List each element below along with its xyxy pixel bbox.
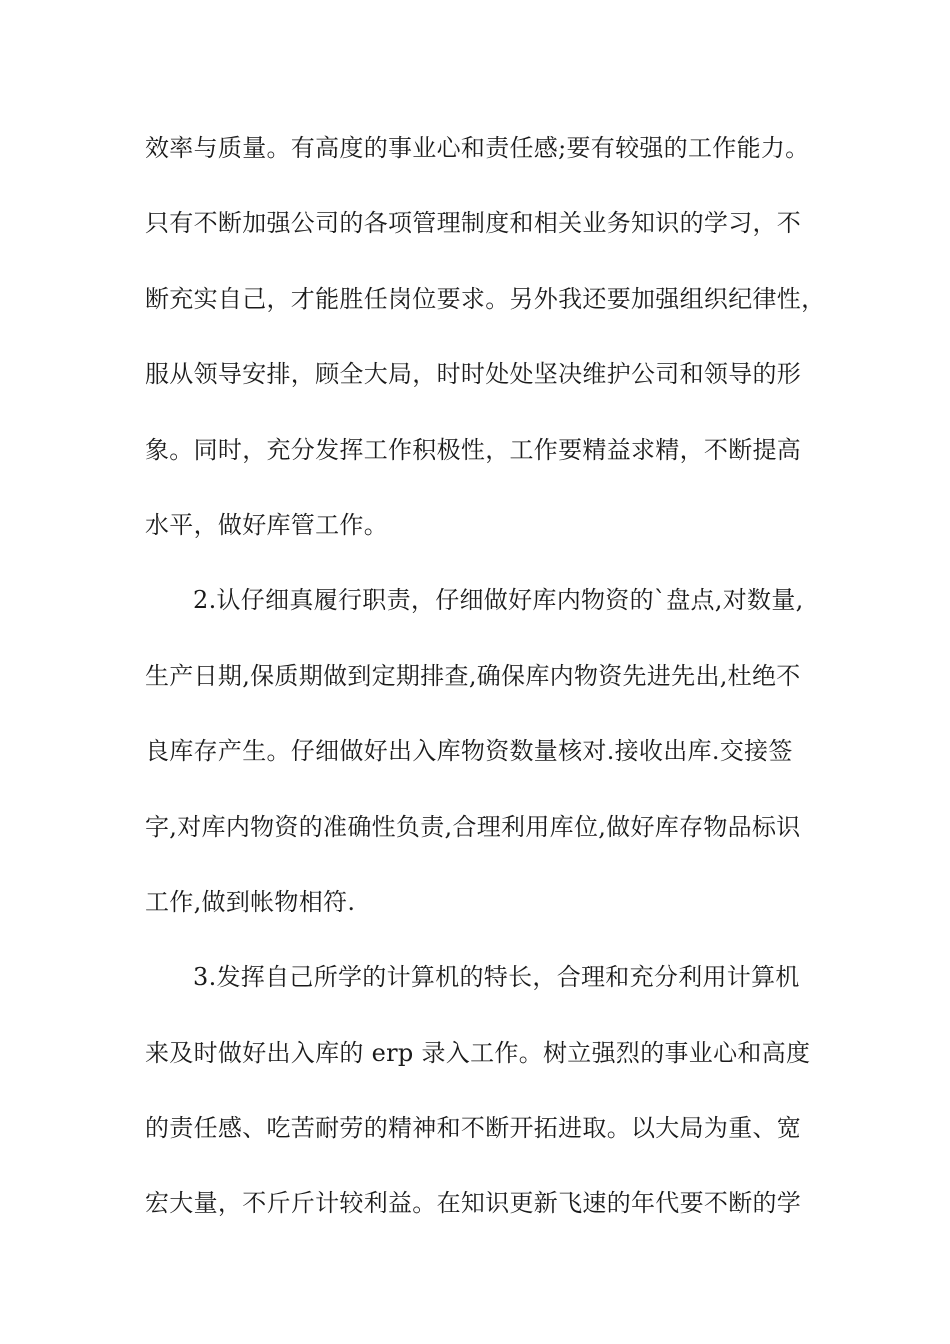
text-line: 服从领导安排，顾全大局，时时处处坚决维护公司和领导的形 [145,360,802,389]
text-line: 良库存产生。仔细做好出入库物资数量核对.接收出库.交接签 [145,737,793,766]
paragraph-3-start: 3.发挥自己所学的计算机的特长，合理和充分利用计算机 [193,963,800,992]
text-line: 断充实自己，才能胜任岗位要求。另外我还要加强组织纪律性， [145,284,826,313]
text-line: 只有不断加强公司的各项管理制度和相关业务知识的学习，不 [145,209,802,238]
paragraph-2-start: 2.认仔细真履行职责，仔细做好库内物资的`盘点,对数量, [193,586,804,615]
text-line: 工作,做到帐物相符. [145,887,356,916]
text-line: 效率与质量。有高度的事业心和责任感;要有较强的工作能力。 [145,134,810,162]
text-line: 的责任感、吃苦耐劳的精神和不断开拓进取。以大局为重、宽 [145,1114,802,1143]
document-body [145,126,826,1257]
text-line: 来及时做好出入库的 erp 录入工作。树立强烈的事业心和高度 [145,1038,811,1067]
text-line: 字,对库内物资的准确性负责,合理利用库位,做好库存物品标识 [145,812,801,841]
text-line: 生产日期,保质期做到定期排查,确保库内物资先进先出,杜绝不 [145,661,801,690]
text-line: 水平，做好库管工作。 [145,510,388,539]
text-line: 宏大量，不斤斤计较利益。在知识更新飞速的年代要不断的学 [145,1189,802,1218]
text-line: 象。同时，充分发挥工作积极性，工作要精益求精，不断提高 [145,435,802,464]
